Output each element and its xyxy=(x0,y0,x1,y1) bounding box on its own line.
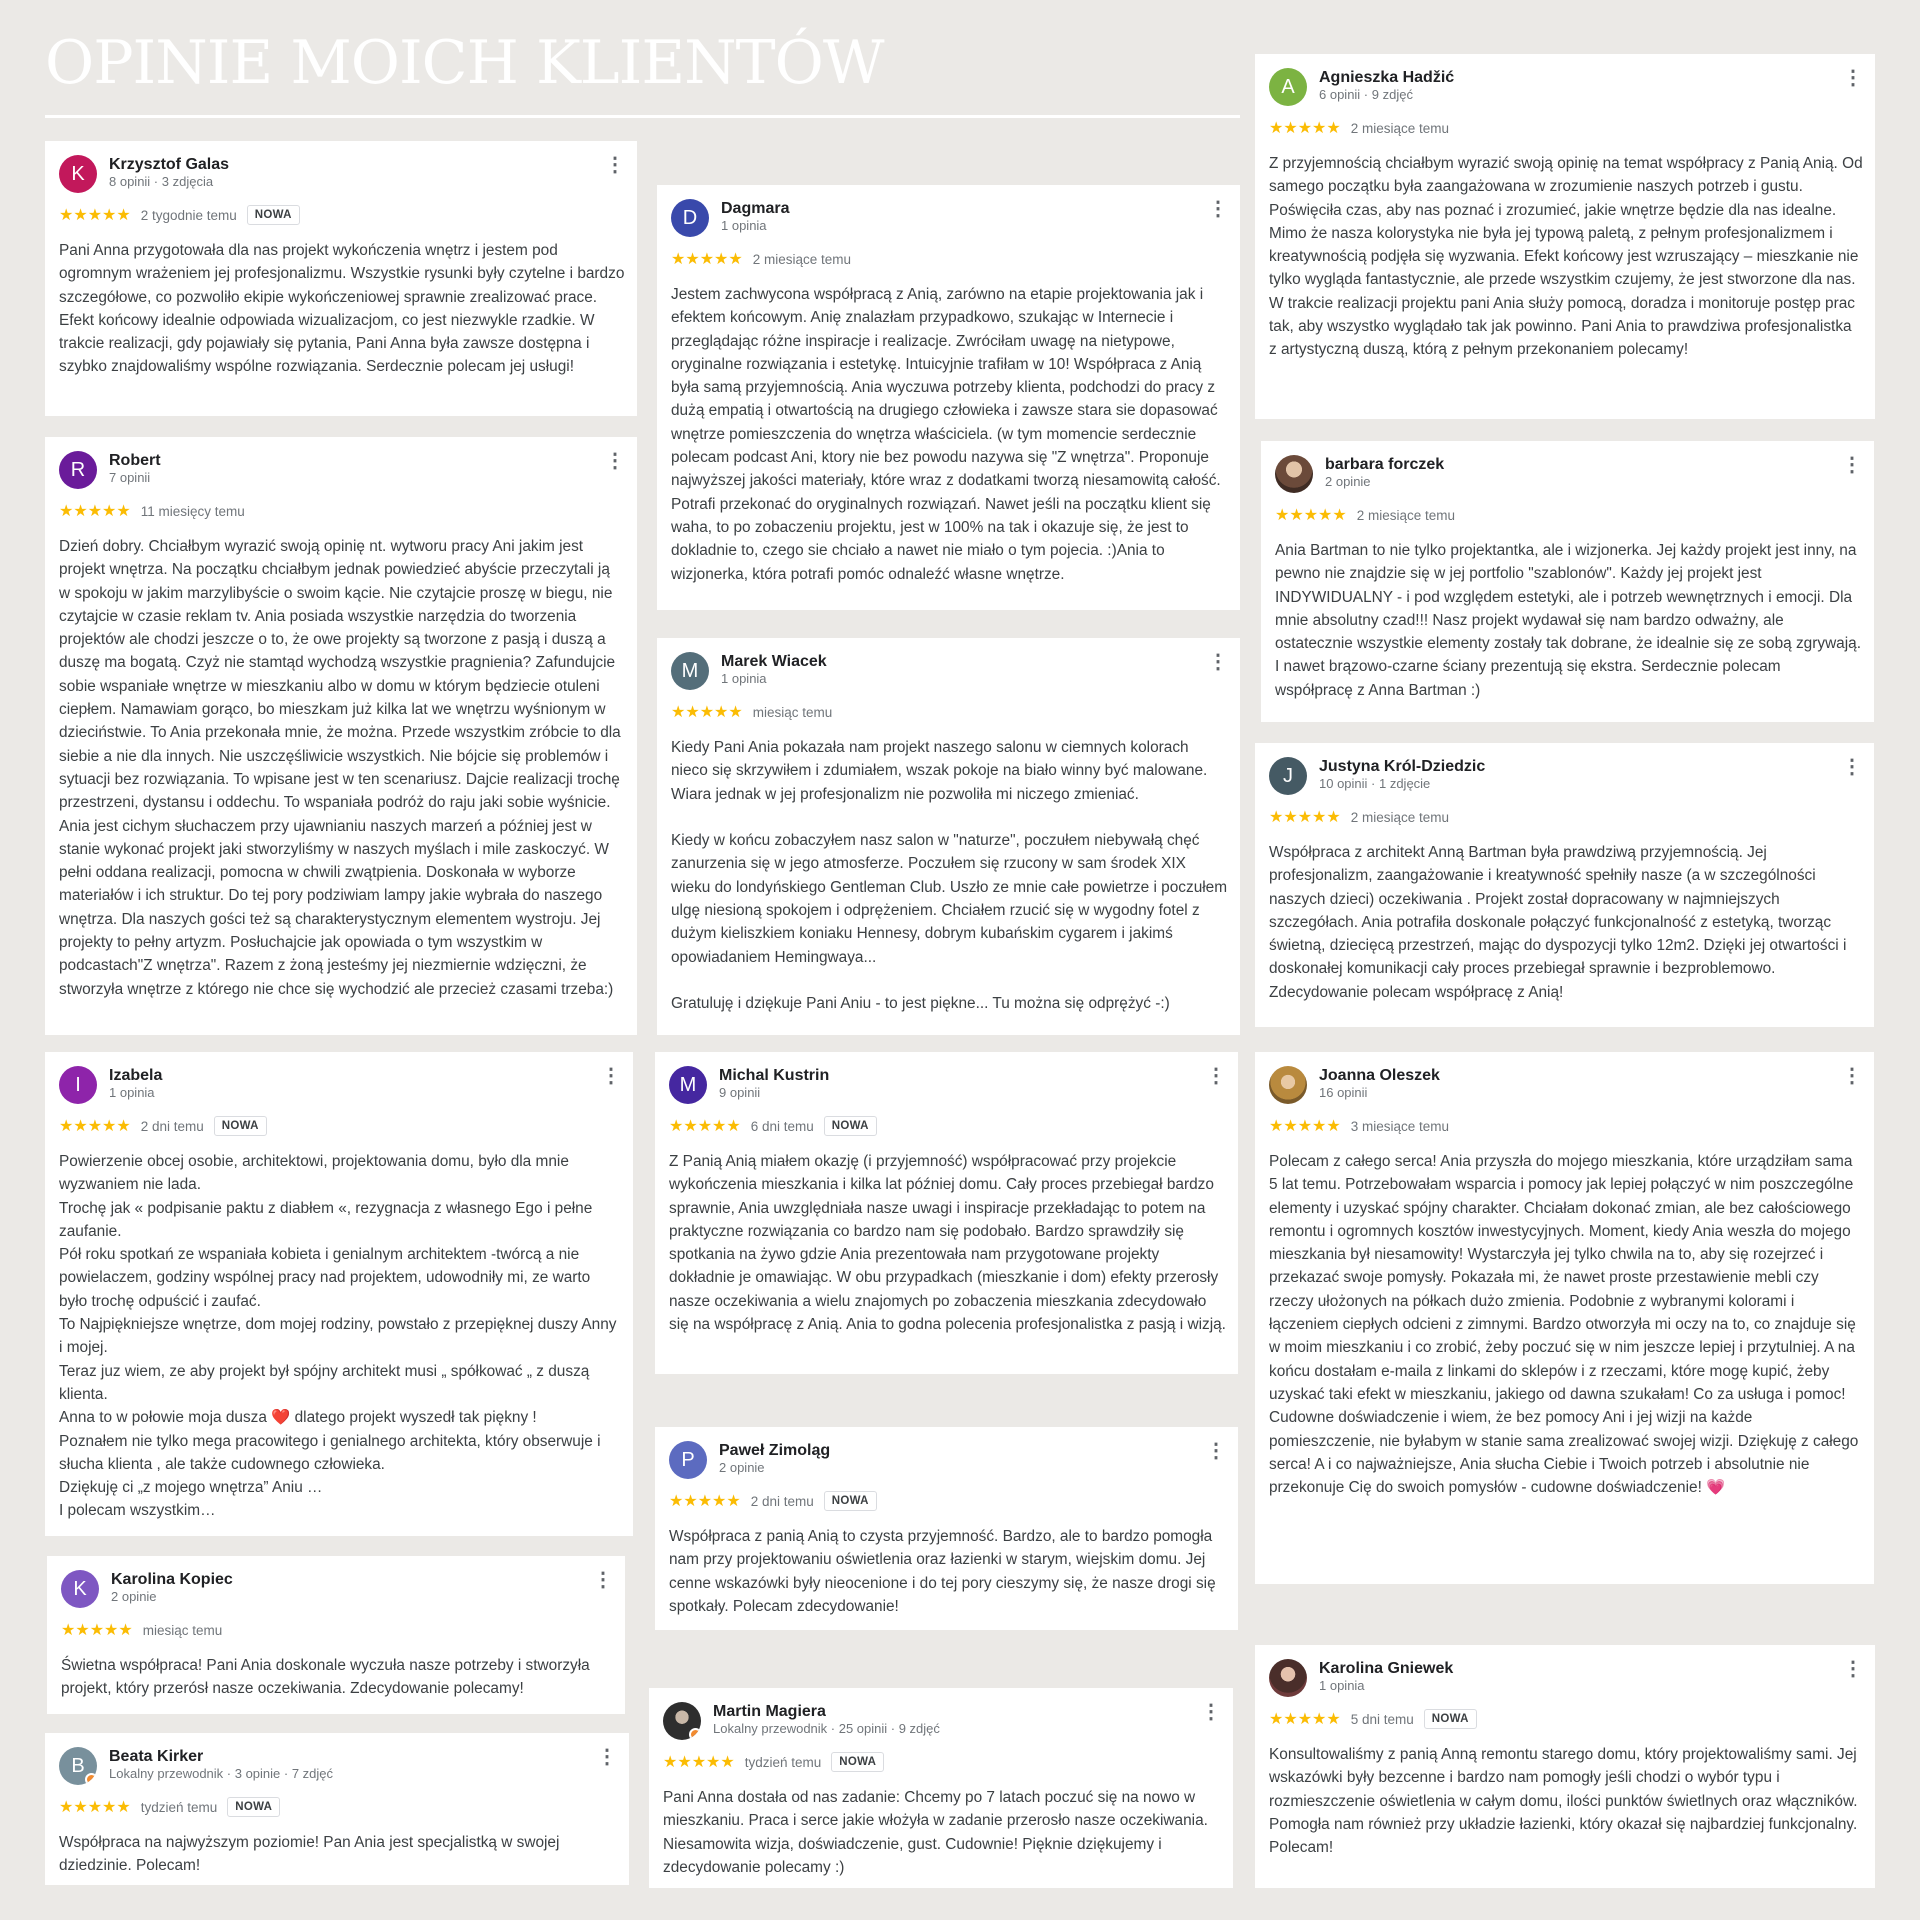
avatar[interactable] xyxy=(1269,1659,1307,1697)
review-text: Powierzenie obcej osobie, architektowi, projektowania domu, było dla mnie wyzwaniem nie lada. Trochę jak « podpisanie paktu z diabłem «, rezygnacja z własnego Ego i pełne zaufanie. Pół roku spotkań ze wspaniała kobieta i genialnym architektem -twórcą a nie powielaczem, godziny wspólnej pracy nad projektem, udowodniły mi, ze warto było trochę odpuścić i zaufać. To Najpiękniejsze wnętrze, dom mojej rodziny, powstało z przepięknej duszy Anny i mojej. Teraz juz wiem, ze aby projekt był spójny architekt musi „ spółkować „ z duszą klienta. Anna to w połowie moja dusza ❤️ dlatego projekt wyszedł tak piękny ! Poznałem nie tylko mega pracowitego i genialnego architekta, który obserwuje i słucha klienta , ale także cudownego człowieka. Dziękuję ci „z mojego wnętrza” Aniu … I polecam wszystkim… xyxy=(59,1153,617,1520)
review-card xyxy=(1255,54,1875,419)
review-text: Kiedy Pani Ania pokazała nam projekt naszego salonu w ciemnych kolorach nieco się skrzywiłem i zdumiałem, wszak pokoje na biało winny być malowane. Wiara jednak w jej profesjonalizm nie pozwoliła mi niczego zmieniać. Kiedy w końcu zobaczyłem nasz salon w "naturze", poczułem niebywałą chęć zanurzenia się w jego atmosferze. Poczułem się rzucony w sam środek XIX wieku do londyńskiego Gentleman Club. Uszło ze mnie całe powietrze i poczułem ulgę niesioną spokojem i odprężeniem. Chciałem rzucić się w wygodny fotel z dużym kieliszkiem koniaku Hennesy, dobrym kubańskim cygarem i jakimś opowiadaniem Hemingwaya... Gratuluję i dziękuje Pani Aniu - to jest piękne... Tu można się odprężyć -:) xyxy=(671,739,1228,1013)
review-date: 2 tygodnie temu xyxy=(140,207,237,223)
local-guide-badge-icon xyxy=(689,1728,701,1740)
star-rating: ★★★★★ xyxy=(59,1118,131,1135)
review-date: 6 dni temu xyxy=(750,1118,814,1134)
reviewer-name[interactable]: Martin Magiera xyxy=(713,1703,826,1720)
reviewer-meta: 1 opinia xyxy=(1319,1678,1365,1694)
avatar[interactable]: M xyxy=(669,1066,707,1104)
reviewer-meta: 10 opinii · 1 zdjęcie xyxy=(1319,776,1431,792)
new-badge: NOWA xyxy=(214,1116,267,1136)
review-card xyxy=(1261,441,1874,722)
review-date: 5 dni temu xyxy=(1350,1711,1414,1727)
more-options-icon[interactable]: ⋮ xyxy=(1201,1701,1221,1723)
review-card xyxy=(657,185,1240,610)
review-text: Polecam z całego serca! Ania przyszła do mojego mieszkania, które urządziłam sama 5 lat temu. Potrzebowałam wsparcia i pomocy jak lepiej połączyć w nim poszczególne elementy i uzyskać spójny charakter. Chciałam dokonać zmian, ale bez całościowego remontu i ogromnych kosztów inwestycyjnych. Moment, kiedy Ania weszła do mojego mieszkania był niesamowity! Wystarczyła jej tylko chwila na to, aby się rozejrzeć i przekazać swoje pomysły. Pokazała mi, że nawet proste przestawienie mebli czy rzeczy ułożonych na półkach dużo zmienia. Podobnie z wybranymi kolorami i łączeniem ciepłych odcieni z zimnymi. Bardzo otworzyła mi oczy na to, co znajduje się w moim mieszkaniu i co zrobić, żeby poczuć się w nim jeszcze lepiej i przytulniej. A na końcu dostałam e-maila z linkami do sklepów i z rzeczami, które mogę kupić, żeby uzyskać taki efekt w mieszkaniu, jakiego od dawna szukałam! Co za usługa i pomoc! Cudowne doświadczenie i wiem, że bez pomocy Ani i jej wizji na każde pomieszczenie, nie byłabym w stanie sama zrealizować swojej wizji. Dziękuję z całego serca! A i co najważniejsze, Ania słucha Ciebie i Twoich potrzeb i absolutnie nie przekonuje Cię do swoich pomysłów - cudowne doświadczenie! 💗 xyxy=(1269,1153,1859,1497)
avatar[interactable]: M xyxy=(671,652,709,690)
reviewer-name[interactable]: Karolina Kopiec xyxy=(111,1571,233,1588)
avatar[interactable]: K xyxy=(61,1570,99,1608)
review-text: Pani Anna przygotowała dla nas projekt wykończenia wnętrz i jestem pod ogromnym wrażeniem jej profesjonalizmu. Wszystkie rysunki były czytelne i bardzo szczegółowe, co pozwoliło ekipie wykończeniowej sprawnie zrealizować prace. Efekt końcowy idealnie odpowiada wizualizacjom, co jest niezwykle rzadkie. W trakcie realizacji, gdy pojawiały się pytania, Pani Anna była zawsze dostępna i szybko znajdowaliśmy wspólne rozwiązania. Serdecznie polecam jej usługi! xyxy=(59,242,625,376)
review-card xyxy=(47,1556,625,1714)
review-date: 3 miesiące temu xyxy=(1350,1118,1450,1134)
avatar[interactable]: K xyxy=(59,155,97,193)
review-card xyxy=(45,141,637,416)
reviewer-name[interactable]: Justyna Król-Dziedzic xyxy=(1319,758,1486,775)
reviewer-meta: 1 opinia xyxy=(721,218,767,234)
reviewer-name[interactable]: barbara forczek xyxy=(1325,456,1445,473)
review-card xyxy=(655,1427,1238,1630)
review-date: 2 dni temu xyxy=(750,1493,814,1509)
star-rating: ★★★★★ xyxy=(1269,1118,1341,1135)
review-card xyxy=(1255,743,1874,1027)
review-date: 2 miesiące temu xyxy=(1356,507,1456,523)
review-text: Współpraca na najwyższym poziomie! Pan Ania jest specjalistką w swojej dziedzinie. Polecam! xyxy=(59,1834,560,1875)
reviewer-name[interactable]: Michal Kustrin xyxy=(719,1067,830,1084)
star-rating: ★★★★★ xyxy=(59,207,131,224)
star-rating: ★★★★★ xyxy=(1275,507,1347,524)
review-card xyxy=(657,638,1240,1035)
star-rating: ★★★★★ xyxy=(669,1493,741,1510)
review-date: tydzień temu xyxy=(744,1754,822,1770)
review-text: Dzień dobry. Chciałbym wyrazić swoją opinię nt. wytworu pracy Ani jakim jest projekt wnętrza. Na początku chciałbym jednak powiedzieć abyście przeczytali ją w spokoju w jakim marzylibyście o swoim kącie. Nie czytajcie proszę w biegu, nie czytajcie w czasie reklam tv. Ania posiada wszystkie narzędzia do tworzenia projektów ale chodzi jeszcze o to, że owe projekty są tworzone z pasją i duszą a duszę ma bogatą. Czyż nie stamtąd wychodzą wszystkie pragnienia? Zafundujcie sobie wspaniałe wnętrze w mieszkaniu albo w domu w którym będziecie otuleni ciepłem. Namawiam gorąco, bo mieszkam już kilka lat we wnętrzu wyśnionym w dzieciństwie. To Ania przekonała mnie, że można. Przede wszystkim zróbcie to dla siebie a nie dla innych. Nie uszczęśliwicie wszystkich. Nie bójcie się problemów i sytuacji bez rozwiązania. To wpisane jest w ten scenariusz. Dajcie realizacji trochę przestrzeni, dystansu i oddechu. To wspaniała podróż do raju jaki sobie wyśnicie. Ania jest cichym słuchaczem przy ujawnianiu naszych marzeń a później jest w stanie wykonać projekt jaki stworzyliśmy w naszych myślach i mile zaskoczyć. W pełni oddana realizacji, pomocna w chwili zwątpienia. Doskonała w wyborze materiałów i ich struktur. Do tej pory podziwiam lampy jakie wybrała do naszego wnętrza. Dla naszych gości też są charakterystycznym elementem wystroju. Jej projekty to pełny artyzm. Posłuchajcie jak opowiada o tym wszystkim w podcastach"Z wnętrza". Razem z żoną jesteśmy jej niezmiernie wdzięczni, że stworzyła wnętrze z którego nie chce się wychodzić ale przecież czasami trzeba:) xyxy=(59,538,621,998)
more-options-icon[interactable]: ⋮ xyxy=(1842,756,1862,778)
review-date: 2 miesiące temu xyxy=(1350,809,1450,825)
review-date: miesiąc temu xyxy=(142,1622,223,1638)
reviewer-meta: Lokalny przewodnik · 3 opinie · 7 zdjęć xyxy=(109,1766,334,1782)
more-options-icon[interactable]: ⋮ xyxy=(605,450,625,472)
review-date: 2 dni temu xyxy=(140,1118,204,1134)
reviewer-name[interactable]: Beata Kirker xyxy=(109,1748,204,1765)
avatar[interactable]: A xyxy=(1269,68,1307,106)
new-badge: NOWA xyxy=(831,1752,884,1772)
reviewer-meta: Lokalny przewodnik · 25 opinii · 9 zdjęć xyxy=(713,1721,940,1737)
avatar[interactable]: P xyxy=(669,1441,707,1479)
avatar[interactable]: I xyxy=(59,1066,97,1104)
review-card xyxy=(45,437,637,1035)
review-date: 2 miesiące temu xyxy=(752,251,852,267)
page-title: OPINIE MOICH KLIENTÓW xyxy=(45,28,884,98)
reviewer-name[interactable]: Dagmara xyxy=(721,200,790,217)
review-text: Pani Anna dostała od nas zadanie: Chcemy po 7 latach poczuć się na nowo w mieszkaniu. Praca i serce jakie włożyła w zadanie przerosło nasze oczekiwania. Niesamowita wizja, doświadczenie, gust. Cudownie! Pięknie dziękujemy i zdecydowanie polecamy :) xyxy=(663,1789,1208,1876)
more-options-icon[interactable]: ⋮ xyxy=(1842,1065,1862,1087)
avatar[interactable]: B xyxy=(59,1747,97,1785)
avatar[interactable] xyxy=(1269,1066,1307,1104)
reviewer-meta: 9 opinii xyxy=(719,1085,761,1101)
star-rating: ★★★★★ xyxy=(663,1754,735,1771)
review-card xyxy=(649,1688,1233,1888)
review-text: Jestem zachwycona współpracą z Anią, zarówno na etapie projektowania jak i efektem końcowym. Anię znalazłam przypadkowo, szukając w Internecie i przeglądając różne inspiracje i realizacje. Zwróciłam uwagę na nietypowe, oryginalne rozwiązania i estetykę. Intuicyjnie trafiłam w 10! Współpraca z Anią była samą przyjemnością. Ania wyczuwa potrzeby klienta, podchodzi do pracy z dużą empatią i otwartością na drugiego człowieka i zawsze stara sie dopasować wnętrze pomieszczenia do wnętrza właściciela. (w tym momencie serdecznie polecam podcast Ani, ktory nie bez powodu nazywa się "Z wnętrza". Proponuje najwyższej jakości materiały, które wraz z dodatkami tworzą niesamowitą całość. Potrafi przekonać do oryginalnych rozwiązań. Nawet jeśli na początku klient się waha, to po zobaczeniu projektu, jest w 100% na tak i okazuje się, że jest to dokladnie to, czego sie chciało a nawet nie miało o tym pojecia. :)Ania to wizjonerka, która potrafi pomóc odnaleźć własne wnętrze. xyxy=(671,286,1221,583)
reviewer-name[interactable]: Marek Wiacek xyxy=(721,653,827,670)
star-rating: ★★★★★ xyxy=(1269,1711,1341,1728)
more-options-icon[interactable]: ⋮ xyxy=(601,1065,621,1087)
more-options-icon[interactable]: ⋮ xyxy=(1843,67,1863,89)
new-badge: NOWA xyxy=(824,1116,877,1136)
review-date: 2 miesiące temu xyxy=(1350,120,1450,136)
star-rating: ★★★★★ xyxy=(671,251,743,268)
avatar[interactable] xyxy=(663,1702,701,1740)
review-card xyxy=(45,1052,633,1536)
review-card xyxy=(1255,1645,1875,1888)
star-rating: ★★★★★ xyxy=(1269,809,1341,826)
more-options-icon[interactable]: ⋮ xyxy=(1208,198,1228,220)
star-rating: ★★★★★ xyxy=(1269,120,1341,137)
review-date: miesiąc temu xyxy=(752,704,833,720)
reviewer-meta: 6 opinii · 9 zdjęć xyxy=(1319,87,1413,103)
review-text: Współpraca z panią Anią to czysta przyjemność. Bardzo, ale to bardzo pomogła nam przy projektowaniu oświetlenia oraz łazienki w starym, wiejskim domu. Jej cenne wskazówki były nieocenione i do tej pory cieszymy się, że nasze drogi się spotkały. Polecam zdecydowanie! xyxy=(669,1528,1216,1615)
new-badge: NOWA xyxy=(1424,1709,1477,1729)
reviewer-meta: 1 opinia xyxy=(109,1085,155,1101)
star-rating: ★★★★★ xyxy=(59,1799,131,1816)
more-options-icon[interactable]: ⋮ xyxy=(1206,1065,1226,1087)
review-text: Ania Bartman to nie tylko projektantka, ale i wizjonerka. Jej każdy projekt jest inny, na pewno nie znajdzie się w jej portfolio "szablonów". Każdy jej projekt jest INDYWIDUALNY - i pod względem estetyki, ale i potrzeb wewnętrznych i emocji. Dla mnie absolutny czad!!! Nasz projekt wydawał się nam bardzo odważny, ale ostatecznie wszystkie elementy zostały tak dobrane, że idealnie się ze sobą zgrywają. I nawet brązowo-czarne ściany prezentują się ekstra. Serdecznie polecam współpracę z Anna Bartman :) xyxy=(1275,542,1861,699)
review-card xyxy=(45,1733,629,1885)
star-rating: ★★★★★ xyxy=(61,1622,133,1639)
reviewer-meta: 7 opinii xyxy=(109,470,151,486)
avatar[interactable]: J xyxy=(1269,757,1307,795)
avatar[interactable] xyxy=(1275,455,1313,493)
new-badge: NOWA xyxy=(824,1491,877,1511)
more-options-icon[interactable]: ⋮ xyxy=(1208,651,1228,673)
reviewer-meta: 2 opinie xyxy=(719,1460,765,1476)
reviewer-name[interactable]: Robert xyxy=(109,452,161,469)
review-text: Współpraca z architekt Anną Bartman była prawdziwą przyjemnością. Jej profesjonalizm, zaangażowanie i kreatywność spełniły nasze (a w szczególności naszych dzieci) oczekiwania . Projekt został dopracowany w najmniejszych szczegółach. Ania potrafiła doskonale połączyć funkcjonalność z estetyką, tworząc świetną, dziecięcą przestrzeń, mając do dyspozycji tylko 12m2. Dzięki jej otwartości i doskonałej komunikacji cały proces przebiegał sprawnie i bezproblemowo. Zdecydowanie polecam współpracę z Anią! xyxy=(1269,844,1847,1001)
title-divider xyxy=(45,115,1240,118)
review-card xyxy=(1255,1052,1874,1584)
new-badge: NOWA xyxy=(227,1797,280,1817)
reviewer-name[interactable]: Agnieszka Hadžić xyxy=(1319,69,1455,86)
review-text: Z przyjemnością chciałbym wyrazić swoją opinię na temat współpracy z Panią Anią. Od samego początku była zaangażowana w zrozumienie naszych potrzeb i gustu. Poświęciła czas, aby nas poznać i zrozumieć, jakie wnętrze będzie dla nas idealne. Mimo że nasza kolorystyka nie była jej typową paletą, z pełnym profesjonalizmem i kreatywnością podjęła się wyzwania. Efekt końcowy jest wzruszający – mieszkanie nie tylko wygląda fantastycznie, ale przede wszystkim czujemy, że jest stworzone dla nas. W trakcie realizacji projektu pani Ania służy pomocą, doradza i monitoruje postęp prac tak, aby wszystko wyglądało tak jak powinno. Pani Ania to prawdziwa profesjonalistka z artystyczną duszą, którą z pełnym przekonaniem polecamy! xyxy=(1269,155,1863,359)
more-options-icon[interactable]: ⋮ xyxy=(593,1569,613,1591)
more-options-icon[interactable]: ⋮ xyxy=(597,1746,617,1768)
review-date: 11 miesięcy temu xyxy=(140,503,245,519)
review-text: Konsultowaliśmy z panią Anną remontu starego domu, który projektowaliśmy sami. Jej wskazówki były bezcenne i bardzo nam pomogły jeśli chodzi o wybór typu i rozmieszczenie oświetlenia w całym domu, ilości punktów świetlnych oraz włączników. Pomogła nam również przy układzie łazienki, który okazał się najbardziej funkcjonalny. Polecam! xyxy=(1269,1746,1858,1857)
local-guide-badge-icon xyxy=(85,1773,97,1785)
avatar[interactable]: D xyxy=(671,199,709,237)
more-options-icon[interactable]: ⋮ xyxy=(1843,1658,1863,1680)
reviewer-name[interactable]: Karolina Gniewek xyxy=(1319,1660,1454,1677)
reviewer-name[interactable]: Krzysztof Galas xyxy=(109,156,230,173)
reviewer-meta: 2 opinie xyxy=(1325,474,1371,490)
reviewer-meta: 8 opinii · 3 zdjęcia xyxy=(109,174,214,190)
star-rating: ★★★★★ xyxy=(671,704,743,721)
more-options-icon[interactable]: ⋮ xyxy=(605,154,625,176)
avatar[interactable]: R xyxy=(59,451,97,489)
review-text: Z Panią Anią miałem okazję (i przyjemność) współpracować przy projekcie wykończenia mieszkania i kilka lat później domu. Cały proces przebiegał bardzo sprawnie, Ania uwzględniała nasze uwagi i inspiracje przekładając to potem na praktyczne rozwiązania co bardzo nam się podobało. Bardzo sprawdziły się spotkania na żywo gdzie Ania prezentowała nam przygotowane projekty dokładnie je omawiając. W obu przypadkach (mieszkanie i dom) efekty przerosły nasze oczekiwania a wielu znajomych po zobaczenia mieszkania zdecydowało się na współpracę z Anią. Ania to godna polecenia profesjonalistka z pasją i wizją. xyxy=(669,1153,1226,1334)
review-card xyxy=(655,1052,1238,1374)
reviewer-meta: 1 opinia xyxy=(721,671,767,687)
reviewer-name[interactable]: Joanna Oleszek xyxy=(1319,1067,1440,1084)
more-options-icon[interactable]: ⋮ xyxy=(1842,454,1862,476)
review-date: tydzień temu xyxy=(140,1799,218,1815)
star-rating: ★★★★★ xyxy=(669,1118,741,1135)
star-rating: ★★★★★ xyxy=(59,503,131,520)
review-text: Świetna współpraca! Pani Ania doskonale wyczuła nasze potrzeby i stworzyła projekt, który przerósł nasze oczekiwania. Zdecydowanie polecamy! xyxy=(61,1657,590,1698)
reviewer-meta: 16 opinii xyxy=(1319,1085,1368,1101)
new-badge: NOWA xyxy=(247,205,300,225)
reviewer-meta: 2 opinie xyxy=(111,1589,157,1605)
reviewer-name[interactable]: Paweł Zimoląg xyxy=(719,1442,831,1459)
reviewer-name[interactable]: Izabela xyxy=(109,1067,163,1084)
more-options-icon[interactable]: ⋮ xyxy=(1206,1440,1226,1462)
